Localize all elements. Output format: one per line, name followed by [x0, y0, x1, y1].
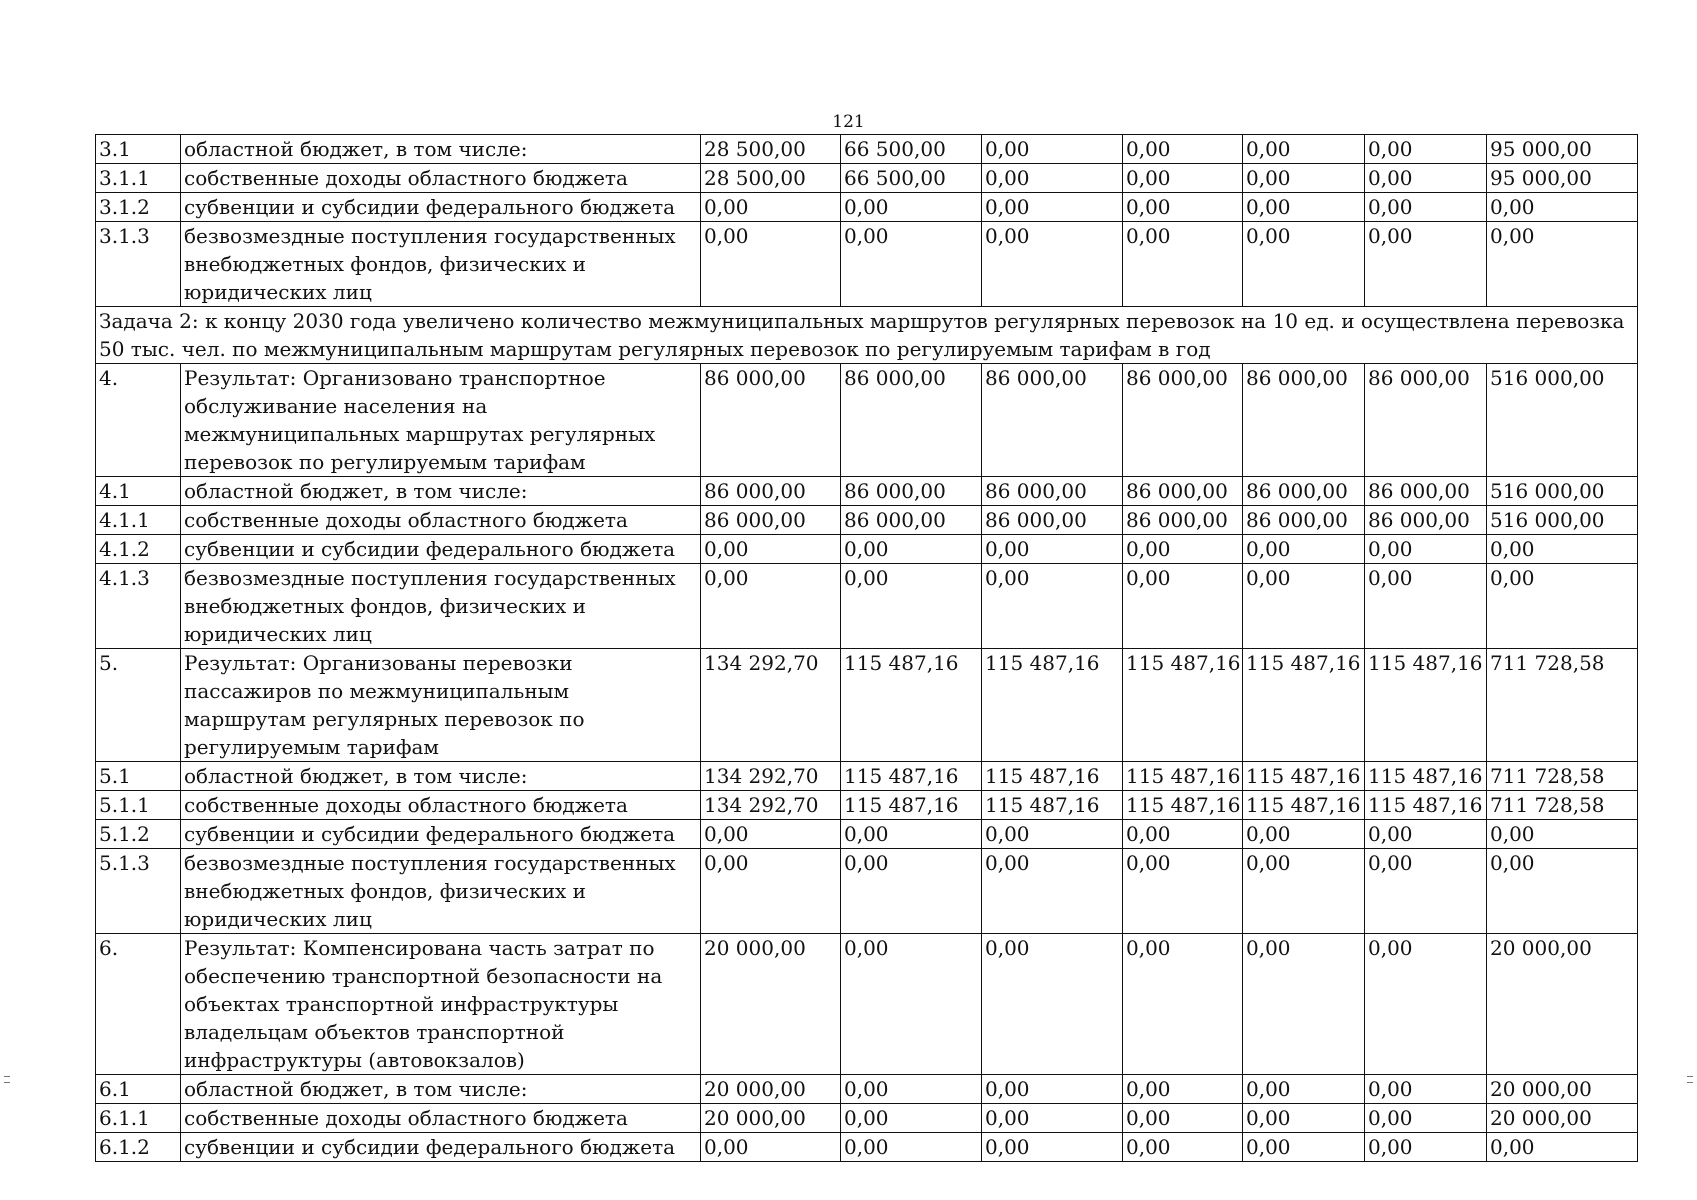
- scan-edge-mark: [4, 1082, 10, 1083]
- amount-cell: 115 487,16: [1365, 649, 1487, 762]
- amount-cell: 86 000,00: [1243, 364, 1365, 477]
- amount-cell: 0,00: [1365, 934, 1487, 1075]
- amount-cell: 0,00: [841, 193, 982, 222]
- amount-cell: 0,00: [1487, 849, 1638, 934]
- amount-cell: 115 487,16: [1365, 762, 1487, 791]
- row-description: областной бюджет, в том числе:: [181, 762, 701, 791]
- row-code: 4.1: [96, 477, 181, 506]
- row-code: 3.1.2: [96, 193, 181, 222]
- amount-cell: 0,00: [841, 934, 982, 1075]
- row-code: 5.1.3: [96, 849, 181, 934]
- amount-cell: 0,00: [701, 820, 841, 849]
- amount-cell: 0,00: [1123, 849, 1243, 934]
- row-code: 3.1.3: [96, 222, 181, 307]
- amount-cell: 0,00: [1365, 849, 1487, 934]
- row-code: 5.1.2: [96, 820, 181, 849]
- amount-cell: 0,00: [1243, 135, 1365, 164]
- amount-cell: 115 487,16: [1123, 791, 1243, 820]
- amount-cell: 0,00: [1243, 1133, 1365, 1162]
- row-code: 3.1.1: [96, 164, 181, 193]
- amount-cell: 134 292,70: [701, 649, 841, 762]
- amount-cell: 0,00: [1243, 849, 1365, 934]
- table-body: [96, 135, 1638, 1162]
- amount-cell: 0,00: [1123, 1133, 1243, 1162]
- amount-cell: 95 000,00: [1487, 164, 1638, 193]
- amount-cell: 0,00: [982, 164, 1123, 193]
- amount-cell: 0,00: [701, 535, 841, 564]
- amount-cell: 0,00: [1243, 164, 1365, 193]
- row-code: 4.1.2: [96, 535, 181, 564]
- row-description: собственные доходы областного бюджета: [181, 1104, 701, 1133]
- table-row: [96, 649, 1638, 762]
- amount-cell: 0,00: [1365, 222, 1487, 307]
- amount-cell: 711 728,58: [1487, 791, 1638, 820]
- amount-cell: 516 000,00: [1487, 364, 1638, 477]
- amount-cell: 0,00: [1365, 193, 1487, 222]
- amount-cell: 0,00: [841, 564, 982, 649]
- amount-cell: 115 487,16: [982, 649, 1123, 762]
- amount-cell: 0,00: [1123, 164, 1243, 193]
- amount-cell: 28 500,00: [701, 164, 841, 193]
- amount-cell: 0,00: [1365, 164, 1487, 193]
- amount-cell: 95 000,00: [1487, 135, 1638, 164]
- amount-cell: 86 000,00: [841, 364, 982, 477]
- row-description: безвозмездные поступления государственных внебюджетных фондов, физических и юридических лиц: [181, 564, 701, 649]
- row-description: субвенции и субсидии федерального бюджета: [181, 1133, 701, 1162]
- row-code: 5.1.1: [96, 791, 181, 820]
- amount-cell: 0,00: [1123, 535, 1243, 564]
- amount-cell: 0,00: [841, 1075, 982, 1104]
- amount-cell: 0,00: [1365, 1075, 1487, 1104]
- table-row: [96, 364, 1638, 477]
- amount-cell: 66 500,00: [841, 164, 982, 193]
- table-row: [96, 535, 1638, 564]
- amount-cell: 0,00: [701, 564, 841, 649]
- row-description: областной бюджет, в том числе:: [181, 135, 701, 164]
- amount-cell: 115 487,16: [982, 791, 1123, 820]
- amount-cell: 115 487,16: [1243, 649, 1365, 762]
- table-row: [96, 1075, 1638, 1104]
- table-row: [96, 564, 1638, 649]
- amount-cell: 86 000,00: [982, 477, 1123, 506]
- amount-cell: 134 292,70: [701, 791, 841, 820]
- amount-cell: 0,00: [982, 1075, 1123, 1104]
- amount-cell: 86 000,00: [701, 506, 841, 535]
- amount-cell: 0,00: [1243, 564, 1365, 649]
- amount-cell: 0,00: [1243, 1104, 1365, 1133]
- row-code: 6.1: [96, 1075, 181, 1104]
- table-row: [96, 791, 1638, 820]
- amount-cell: 0,00: [1365, 1133, 1487, 1162]
- amount-cell: 0,00: [841, 1133, 982, 1162]
- table-row: [96, 164, 1638, 193]
- amount-cell: 711 728,58: [1487, 762, 1638, 791]
- amount-cell: 0,00: [982, 222, 1123, 307]
- amount-cell: 0,00: [701, 1133, 841, 1162]
- amount-cell: 115 487,16: [1365, 791, 1487, 820]
- amount-cell: 0,00: [1123, 193, 1243, 222]
- amount-cell: 0,00: [982, 1133, 1123, 1162]
- row-description: Результат: Организовано транспортное обслуживание населения на межмуниципальных маршрутах регулярных перевозок по регулируемым тарифам: [181, 364, 701, 477]
- amount-cell: 20 000,00: [1487, 934, 1638, 1075]
- amount-cell: 0,00: [1123, 1104, 1243, 1133]
- table-row: [96, 934, 1638, 1075]
- amount-cell: 115 487,16: [841, 649, 982, 762]
- amount-cell: 86 000,00: [1365, 364, 1487, 477]
- row-code: 6.1.1: [96, 1104, 181, 1133]
- amount-cell: 20 000,00: [701, 1104, 841, 1133]
- row-description: субвенции и субсидии федерального бюджета: [181, 193, 701, 222]
- amount-cell: 0,00: [1243, 820, 1365, 849]
- amount-cell: 0,00: [1365, 820, 1487, 849]
- amount-cell: 28 500,00: [701, 135, 841, 164]
- amount-cell: 86 000,00: [841, 477, 982, 506]
- amount-cell: 0,00: [701, 222, 841, 307]
- row-code: 4.1.3: [96, 564, 181, 649]
- table-row: [96, 506, 1638, 535]
- amount-cell: 0,00: [982, 820, 1123, 849]
- row-description: Результат: Компенсирована часть затрат по обеспечению транспортной безопасности на объектах транспортной инфраструктуры владельцам объектов транспортной инфраструктуры (автовокзалов): [181, 934, 701, 1075]
- table-row: [96, 135, 1638, 164]
- table-row: [96, 849, 1638, 934]
- amount-cell: 0,00: [701, 193, 841, 222]
- amount-cell: 0,00: [1365, 135, 1487, 164]
- table-row: [96, 1104, 1638, 1133]
- table-row: [96, 222, 1638, 307]
- amount-cell: 0,00: [841, 820, 982, 849]
- amount-cell: 0,00: [1123, 135, 1243, 164]
- amount-cell: 0,00: [1243, 222, 1365, 307]
- amount-cell: 0,00: [1123, 820, 1243, 849]
- amount-cell: 0,00: [982, 135, 1123, 164]
- amount-cell: 0,00: [982, 1104, 1123, 1133]
- amount-cell: 86 000,00: [1123, 364, 1243, 477]
- amount-cell: 86 000,00: [1365, 477, 1487, 506]
- amount-cell: 0,00: [982, 193, 1123, 222]
- amount-cell: 0,00: [1487, 564, 1638, 649]
- amount-cell: 0,00: [841, 535, 982, 564]
- amount-cell: 115 487,16: [982, 762, 1123, 791]
- amount-cell: 0,00: [841, 849, 982, 934]
- row-description: Результат: Организованы перевозки пассажиров по межмуниципальным маршрутам регулярных перевозок по регулируемым тарифам: [181, 649, 701, 762]
- amount-cell: 86 000,00: [1123, 506, 1243, 535]
- budget-table: [95, 134, 1638, 1162]
- amount-cell: 711 728,58: [1487, 649, 1638, 762]
- amount-cell: 516 000,00: [1487, 477, 1638, 506]
- amount-cell: 516 000,00: [1487, 506, 1638, 535]
- row-description: безвозмездные поступления государственных внебюджетных фондов, физических и юридических лиц: [181, 222, 701, 307]
- row-description: субвенции и субсидии федерального бюджета: [181, 535, 701, 564]
- amount-cell: 0,00: [982, 535, 1123, 564]
- amount-cell: 0,00: [982, 934, 1123, 1075]
- amount-cell: 0,00: [982, 849, 1123, 934]
- scan-edge-mark: [1687, 1082, 1693, 1083]
- amount-cell: 0,00: [1365, 1104, 1487, 1133]
- amount-cell: 0,00: [982, 564, 1123, 649]
- row-code: 5.: [96, 649, 181, 762]
- amount-cell: 134 292,70: [701, 762, 841, 791]
- row-code: 6.: [96, 934, 181, 1075]
- row-description: собственные доходы областного бюджета: [181, 506, 701, 535]
- amount-cell: 20 000,00: [1487, 1104, 1638, 1133]
- table-row: [96, 762, 1638, 791]
- amount-cell: 0,00: [841, 222, 982, 307]
- scan-edge-mark: [1687, 1076, 1693, 1077]
- amount-cell: 86 000,00: [1365, 506, 1487, 535]
- amount-cell: 0,00: [1365, 535, 1487, 564]
- amount-cell: 0,00: [1123, 564, 1243, 649]
- task-row: [96, 307, 1638, 364]
- row-code: 3.1: [96, 135, 181, 164]
- row-code: 4.: [96, 364, 181, 477]
- row-description: безвозмездные поступления государственных внебюджетных фондов, физических и юридических лиц: [181, 849, 701, 934]
- table-row: [96, 477, 1638, 506]
- amount-cell: 0,00: [1487, 535, 1638, 564]
- task-text: Задача 2: к концу 2030 года увеличено количество межмуниципальных маршрутов регулярных перевозок на 10 ед. и осуществлена перевозка 50 тыс. чел. по межмуниципальным маршрутам регулярных перевозок по регулируемым тарифам в год: [96, 307, 1638, 364]
- amount-cell: 0,00: [1365, 564, 1487, 649]
- amount-cell: 86 000,00: [982, 364, 1123, 477]
- amount-cell: 0,00: [1487, 820, 1638, 849]
- amount-cell: 86 000,00: [701, 364, 841, 477]
- amount-cell: 86 000,00: [1123, 477, 1243, 506]
- amount-cell: 0,00: [1243, 193, 1365, 222]
- amount-cell: 115 487,16: [1243, 791, 1365, 820]
- amount-cell: 86 000,00: [982, 506, 1123, 535]
- amount-cell: 0,00: [701, 849, 841, 934]
- amount-cell: 66 500,00: [841, 135, 982, 164]
- row-description: собственные доходы областного бюджета: [181, 164, 701, 193]
- row-description: областной бюджет, в том числе:: [181, 477, 701, 506]
- row-description: областной бюджет, в том числе:: [181, 1075, 701, 1104]
- amount-cell: 115 487,16: [1123, 649, 1243, 762]
- amount-cell: 0,00: [1487, 193, 1638, 222]
- amount-cell: 0,00: [841, 1104, 982, 1133]
- amount-cell: 86 000,00: [841, 506, 982, 535]
- row-description: субвенции и субсидии федерального бюджета: [181, 820, 701, 849]
- scan-edge-mark: [4, 1076, 10, 1077]
- amount-cell: 0,00: [1123, 934, 1243, 1075]
- table-row: [96, 193, 1638, 222]
- amount-cell: 115 487,16: [1123, 762, 1243, 791]
- row-code: 4.1.1: [96, 506, 181, 535]
- amount-cell: 115 487,16: [841, 762, 982, 791]
- amount-cell: 20 000,00: [701, 934, 841, 1075]
- amount-cell: 86 000,00: [1243, 477, 1365, 506]
- amount-cell: 20 000,00: [701, 1075, 841, 1104]
- amount-cell: 0,00: [1123, 1075, 1243, 1104]
- amount-cell: 0,00: [1243, 934, 1365, 1075]
- page-number: 121: [832, 112, 865, 132]
- amount-cell: 0,00: [1123, 222, 1243, 307]
- amount-cell: 115 487,16: [1243, 762, 1365, 791]
- amount-cell: 0,00: [1487, 222, 1638, 307]
- amount-cell: 0,00: [1487, 1133, 1638, 1162]
- row-description: собственные доходы областного бюджета: [181, 791, 701, 820]
- amount-cell: 86 000,00: [701, 477, 841, 506]
- table-row: [96, 820, 1638, 849]
- amount-cell: 86 000,00: [1243, 506, 1365, 535]
- amount-cell: 20 000,00: [1487, 1075, 1638, 1104]
- row-code: 6.1.2: [96, 1133, 181, 1162]
- amount-cell: 0,00: [1243, 535, 1365, 564]
- table-row: [96, 1133, 1638, 1162]
- amount-cell: 115 487,16: [841, 791, 982, 820]
- row-code: 5.1: [96, 762, 181, 791]
- amount-cell: 0,00: [1243, 1075, 1365, 1104]
